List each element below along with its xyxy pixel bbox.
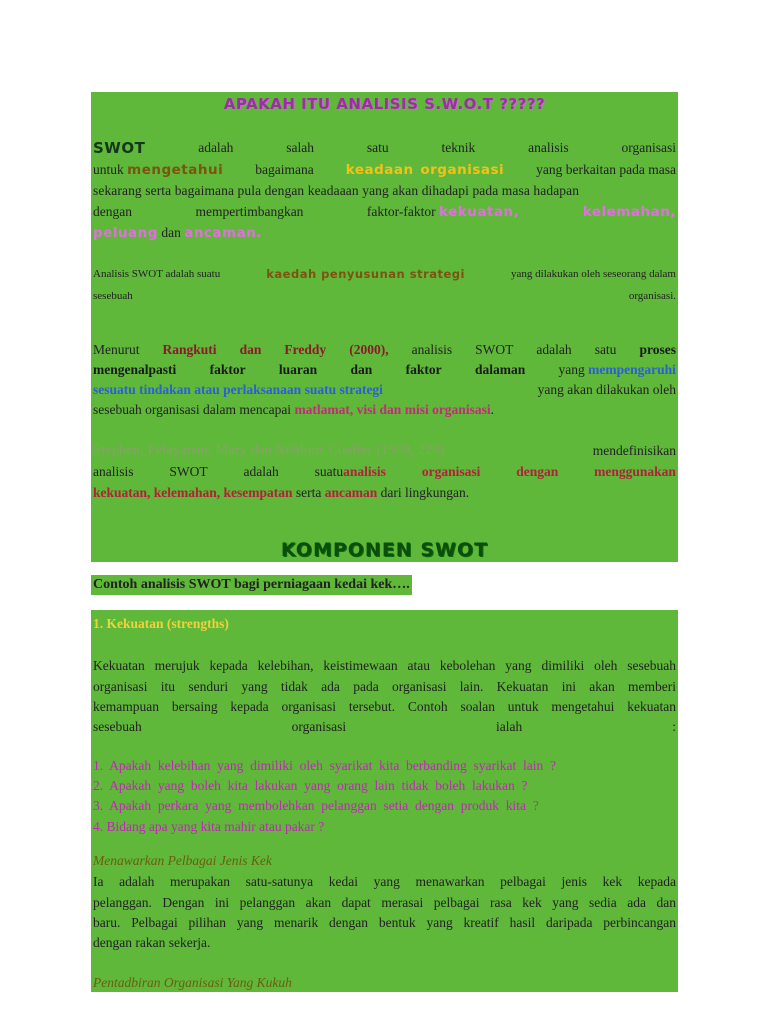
text: sesebuah organisasi dalam mencapai [93,402,292,417]
subheading-pentadbiran: Pentadbiran Organisasi Yang Kukuh [93,975,292,990]
highlight-analisis: analisis [343,464,386,479]
kekuatan-heading: 1. Kekuatan (strengths) [93,616,229,631]
word: organisasi. [628,290,676,302]
word: ialah [496,719,523,734]
word: adalah [536,342,572,357]
subheading-kek: Menawarkan Pelbagai Jenis Kek [93,853,272,868]
question-1: 1. Apakah kelebihan yang dimiliki oleh syarikat kita berbanding syarikat lain ? [93,758,557,773]
citation: Stephen, Pelayanan, Mary dan Robbins Coulter (1999, 229) [93,443,445,458]
word: mempertimbangkan [195,204,304,219]
word: faktor [405,362,442,377]
word: mendefinisikan [592,443,676,458]
p2-line2 [93,286,676,306]
p1-line5 [93,223,676,243]
p4-line1 [93,441,676,461]
word: suatu [314,464,344,479]
word: Menurut [93,342,140,357]
author: Freddy [284,342,327,357]
p3-line2 [93,360,676,380]
word: analisis [528,140,569,155]
word: organisasi [291,719,347,734]
highlight-organisasi: organisasi [420,162,505,178]
word: adalah [243,464,279,479]
word: satu [366,140,389,155]
kekuatan-line4 [93,717,676,737]
word: : [672,719,676,734]
kekuatan-line3: kemampuan bersaing kepada organisasi tersebut. Contoh soalan untuk mengetahui kekuatan [93,699,676,714]
word: teknik [441,140,476,155]
p1-line4 [93,202,676,222]
question-3: 3. Apakah perkara yang membolehkan pelanggan setia dengan produk kita ? [93,798,539,813]
word: dengan [93,204,132,219]
p4-line2 [93,462,676,482]
highlight-mempengaruhi: mempengaruhi [588,362,676,377]
p3-line1 [93,340,676,360]
p4-line3 [93,483,676,503]
komponen-heading: KOMPONEN SWOT [280,539,489,561]
highlight-kaedah: kaedah penyusunan strategi [266,267,465,281]
highlight-organisasi: organisasi [421,464,481,479]
p1-line1 [93,138,676,158]
word: dalaman [474,362,526,377]
p3-line3 [93,380,676,400]
kekuatan-line1: Kekuatan merujuk kepada kelebihan, keistimewaan atau kebolehan yang dimiliki oleh sesebuah [93,658,676,673]
author-year: (2000), [349,342,389,357]
highlight-kekuatan-list: kekuatan, kelemahan, kesempatan [93,485,293,500]
kek-line1: Ia adalah merupakan satu-satunya kedai yang menawarkan pelbagai jenis kek kepada [93,874,676,889]
word: dan [350,362,373,377]
word: bagaimana [255,162,314,177]
word: SWOT [169,464,208,479]
question-4: 4. Bidang apa yang kita mahir atau pakar ? [93,819,325,834]
highlight-kelemahan: kelemahan, [582,204,676,220]
highlight-menggunakan: menggunakan [594,464,676,479]
word: salah [286,140,315,155]
author: dan [239,342,262,357]
word: dan [161,225,181,240]
word: satu [594,342,617,357]
kek-line2: pelanggan. Dengan ini pelanggan akan dapat merasai pelbagai rasa kek yang sedia ada dan [93,895,676,910]
p2-line1 [93,264,676,284]
word: yang [558,362,585,377]
word: analisis [411,342,453,357]
text: yang akan dilakukan oleh [537,382,676,397]
kek-line3: baru. Pelbagai pilihan yang menarik dengan bentuk yang kreatif hasil daripada perbincangan [93,915,676,930]
word: sesebuah [93,290,133,302]
highlight-keadaan: keadaan [345,162,414,178]
text: dari lingkungan. [380,485,470,500]
word: yang berkaitan pada masa [536,162,676,177]
word: mengenalpasti [93,362,177,377]
highlight-ancaman: ancaman. [184,225,262,241]
page-title: APAKAH ITU ANALISIS S.W.O.T ????? [223,95,546,113]
word: faktor [209,362,246,377]
word: faktor-faktor [366,204,436,219]
contoh-line: Contoh analisis SWOT bagi perniagaan kedai kek…. [91,575,412,595]
word: luaran [278,362,318,377]
highlight-tindakan: sesuatu tindakan atau perlaksanaan suatu strategi [93,382,383,397]
word: serta [295,485,322,500]
highlight-ancaman: ancaman [324,485,378,500]
text: Analisis SWOT adalah suatu [93,268,221,280]
kek-line4: dengan rakan sekerja. [93,935,211,950]
word: analisis [93,464,134,479]
question-2: 2. Apakah yang boleh kita lakukan yang orang lain tidak boleh lakukan ? [93,778,528,793]
highlight-mengetahui: mengetahui [127,162,224,178]
word: adalah [198,140,234,155]
word: SWOT [475,342,514,357]
period: . [490,402,494,417]
word: untuk [93,162,124,177]
swot-word: SWOT [93,139,146,157]
p1-line2 [93,160,676,180]
highlight-dengan: dengan [516,464,559,479]
highlight-kekuatan: kekuatan, [439,204,520,220]
word: sesebuah [93,719,142,734]
p3-line4 [93,400,676,420]
kekuatan-line2: organisasi itu senduri yang tidak ada pada organisasi lain. Kekuatan ini akan memberi [93,679,676,694]
highlight-proses: proses [639,342,676,357]
p1-line3: sekarang serta bagaimana pula dengan keadaaan yang akan dihadapi pada masa hadapan [93,183,580,198]
highlight-peluang: peluang [93,225,158,241]
text: yang dilakukan oleh seseorang dalam [511,268,676,280]
word: organisasi [621,140,676,155]
author: Rangkuti [162,342,217,357]
highlight-matlamat: matlamat, visi dan misi organisasi [294,402,491,417]
